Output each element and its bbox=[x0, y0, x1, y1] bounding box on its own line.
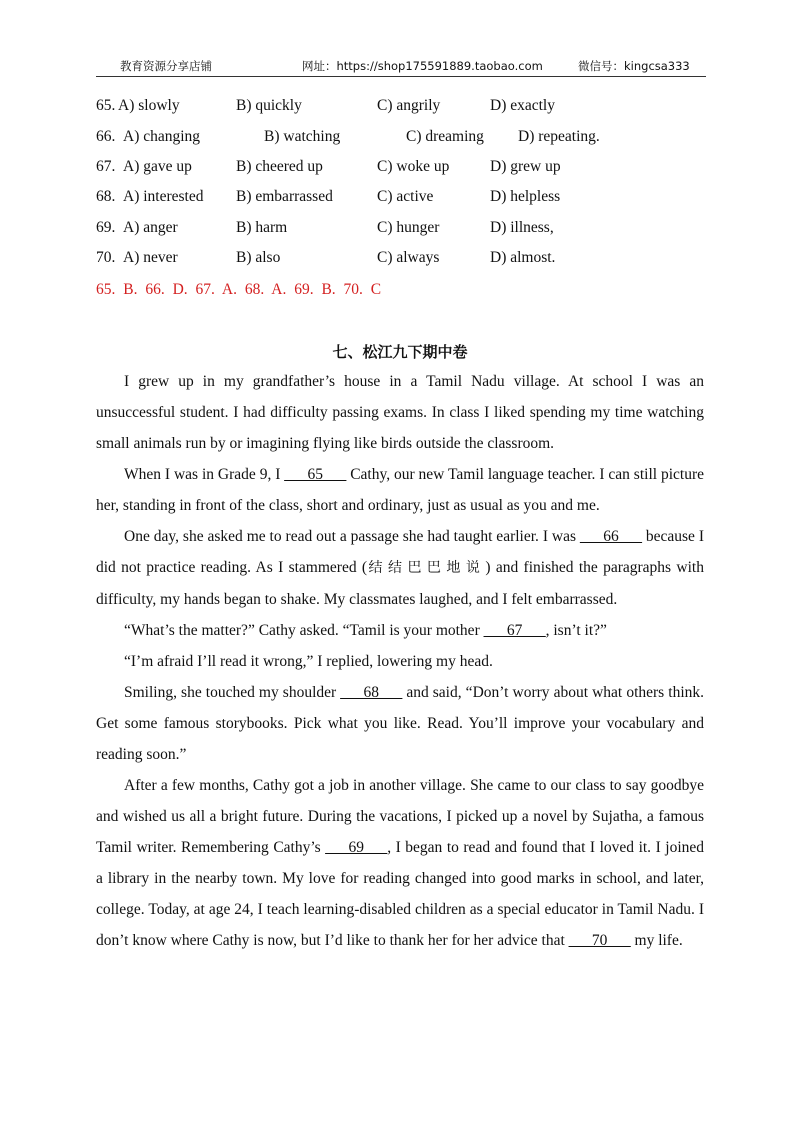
chinese-gloss: 结结巴巴地说 bbox=[367, 560, 486, 576]
paragraph-4: “What’s the matter?” Cathy asked. “Tamil is your mother ___67___, isn’t it?” bbox=[124, 622, 607, 639]
header-url: 网址：https://shop175591889.taobao.com bbox=[302, 59, 543, 73]
option-number: 69. bbox=[96, 219, 116, 236]
option-d: D) helpless bbox=[490, 188, 561, 205]
section-title: 七、松江九下期中卷 bbox=[332, 343, 468, 361]
paragraph-3: One day, she asked me to read out a passage she had taught earlier. I was ___66___ because I did not practice reading. As I stammered (结结巴巴地说) and finished the paragraphs with difficulty, my hands began to shake. My classmates laughed, and I felt embarrassed. bbox=[96, 528, 704, 608]
blank-68: ___68___ bbox=[340, 684, 403, 701]
option-a: A) anger bbox=[123, 219, 178, 236]
option-b: B) cheered up bbox=[236, 158, 323, 175]
option-a: A) changing bbox=[123, 128, 201, 145]
option-number: 70. bbox=[96, 249, 116, 266]
blank-66: ___66___ bbox=[579, 528, 642, 545]
blank-69: ___69___ bbox=[325, 839, 388, 856]
option-b: B) embarrassed bbox=[236, 188, 333, 205]
option-a: A) never bbox=[123, 249, 178, 266]
option-c: C) hunger bbox=[377, 219, 440, 236]
option-number: 65. bbox=[96, 97, 116, 114]
paragraph-5: “I’m afraid I’ll read it wrong,” I replied, lowering my head. bbox=[124, 653, 493, 670]
paragraph-2: When I was in Grade 9, I ___65___ Cathy, our new Tamil language teacher. I can still picture her, standing in front of the class, short and ordinary, just as usual as you and me. bbox=[96, 466, 705, 514]
option-a: A) slowly bbox=[118, 97, 180, 114]
option-b: B) watching bbox=[264, 128, 341, 145]
option-b: B) also bbox=[236, 249, 281, 266]
option-c: C) active bbox=[377, 188, 434, 205]
option-c: C) woke up bbox=[377, 158, 450, 175]
header-shop-name: 教育资源分享店铺 bbox=[120, 59, 212, 73]
option-d: D) repeating. bbox=[518, 128, 600, 145]
blank-70: ___70___ bbox=[568, 932, 631, 949]
page-header bbox=[96, 56, 706, 77]
option-c: C) angrily bbox=[377, 97, 441, 114]
option-c: C) dreaming bbox=[406, 128, 484, 145]
option-c: C) always bbox=[377, 249, 440, 266]
option-number: 67. bbox=[96, 158, 116, 175]
passage bbox=[96, 366, 704, 956]
option-a: A) gave up bbox=[123, 158, 192, 175]
option-b: B) quickly bbox=[236, 97, 302, 114]
header-wechat: 微信号：kingcsa333 bbox=[578, 59, 690, 73]
option-b: B) harm bbox=[236, 219, 288, 236]
option-d: D) exactly bbox=[490, 97, 555, 114]
option-a: A) interested bbox=[123, 188, 204, 205]
paragraph-7: After a few months, Cathy got a job in another village. She came to our class to say goodbye and wished us all a bright future. During the vacations, I picked up a novel by Sujatha, a famous Tamil writer. Remembering Cathy’s ___69___, I began to read and found that I loved it. I joined a library in the nearby town. My love for reading changed into good marks in school, and later, college. Today, at age 24, I teach learning-disabled children as a special educator in Tamil Nadu. I don’t know where Cathy is now, but I’d like to thank her for her advice that ___70___ my life. bbox=[96, 777, 704, 949]
option-number: 66. bbox=[96, 128, 116, 145]
option-number: 68. bbox=[96, 188, 116, 205]
blank-65: ___65___ bbox=[284, 466, 347, 483]
paragraph-6: Smiling, she touched my shoulder ___68___ and said, “Don’t worry about what others think. Get some famous storybooks. Pick what you like. Read. You’ll improve your vocabulary and reading soon.” bbox=[96, 684, 705, 763]
answer-key: 65. B. 66. D. 67. A. 68. A. 69. B. 70. C bbox=[96, 281, 382, 298]
paragraph-1: I grew up in my grandfather’s house in a Tamil Nadu village. At school I was an unsuccessful student. I had difficulty passing exams. In class I liked spending my time watching small animals run by or imagining flying like birds outside the classroom. bbox=[96, 373, 704, 452]
option-d: D) almost. bbox=[490, 249, 556, 266]
blank-67: ___67___ bbox=[483, 622, 546, 639]
option-d: D) illness, bbox=[490, 219, 554, 236]
option-d: D) grew up bbox=[490, 158, 561, 175]
